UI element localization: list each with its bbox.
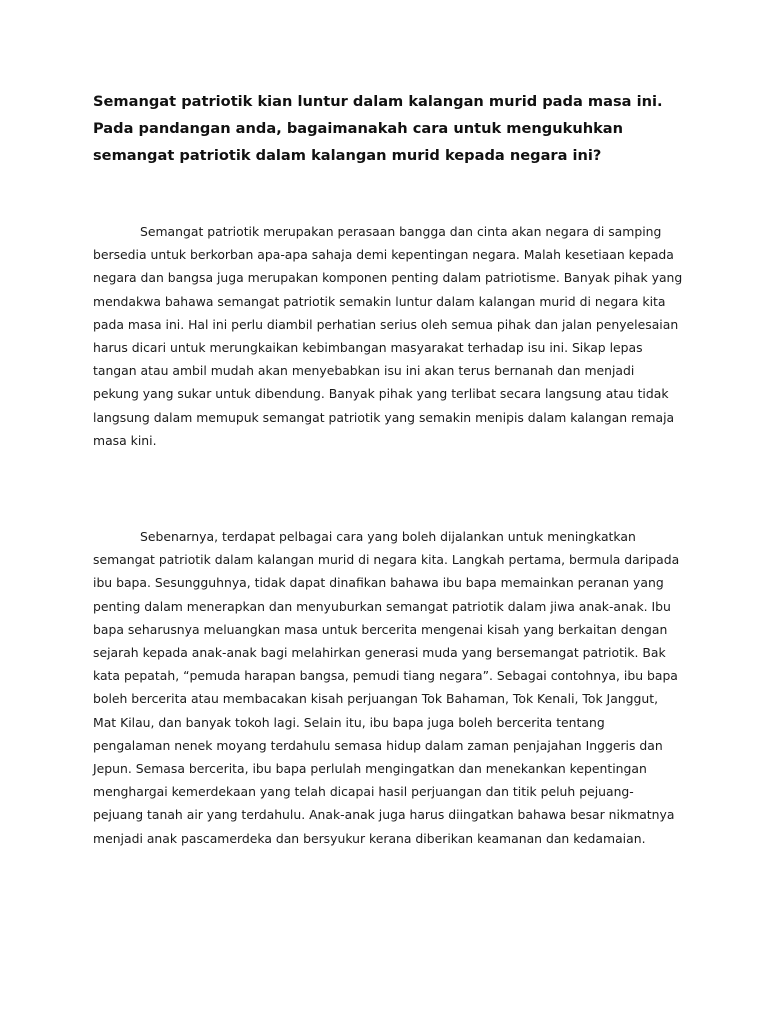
- essay-question: Semangat patriotik kian luntur dalam kalangan murid pada masa ini. Pada pandangan anda, bagaimanakah cara untuk mengukuhkan semangat patriotik dalam kalangan murid kepada negara ini?: [93, 93, 663, 164]
- paragraph-1: [93, 220, 683, 452]
- paragraph-2-text: Sebenarnya, terdapat pelbagai cara yang boleh dijalankan untuk meningkatkan semangat patriotik dalam kalangan murid di negara kita. Langkah pertama, bermula daripada ibu bapa. Sesungguhnya, tidak dapat dinafikan bahawa ibu bapa memainkan peranan yang penting dalam menerapkan dan menyuburkan semangat patriotik dalam jiwa anak-anak. Ibu bapa seharusnya meluangkan masa untuk bercerita mengenai kisah yang berkaitan dengan sejarah kepada anak-anak bagi melahirkan generasi muda yang bersemangat patriotik. Bak kata pepatah, “pemuda harapan bangsa, pemudi tiang negara”. Sebagai contohnya, ibu bapa boleh bercerita atau membacakan kisah perjuangan Tok Bahaman, Tok Kenali, Tok Janggut, Mat Kilau, dan banyak tokoh lagi. Selain itu, ibu bapa juga boleh bercerita tentang pengalaman nenek moyang terdahulu semasa hidup dalam zaman penjajahan Inggeris dan Jepun. Semasa bercerita, ibu bapa perlulah mengingatkan dan menekankan kepentingan menghargai kemerdekaan yang telah dicapai hasil perjuangan dan titik peluh pejuang-pejuang tanah air yang terdahulu. Anak-anak juga harus diingatkan bahawa besar nikmatnya menjadi anak pascamerdeka dan bersyukur kerana diberikan keamanan dan kedamaian.: [93, 529, 680, 846]
- paragraph-2: [93, 525, 683, 850]
- paragraph-1-text: Semangat patriotik merupakan perasaan bangga dan cinta akan negara di samping bersedia untuk berkorban apa-apa sahaja demi kepentingan negara. Malah kesetiaan kepada negara dan bangsa juga merupakan komponen penting dalam patriotisme. Banyak pihak yang mendakwa bahawa semangat patriotik semakin luntur dalam kalangan murid di negara kita pada masa ini. Hal ini perlu diambil perhatian serius oleh semua pihak dan jalan penyelesaian harus dicari untuk merungkaikan kebimbangan masyarakat terhadap isu ini. Sikap lepas tangan atau ambil mudah akan menyebabkan isu ini akan terus bernanah dan menjadi pekung yang sukar untuk dibendung. Banyak pihak yang terlibat secara langsung atau tidak langsung dalam memupuk semangat patriotik yang semakin menipis dalam kalangan remaja masa kini.: [93, 224, 683, 448]
